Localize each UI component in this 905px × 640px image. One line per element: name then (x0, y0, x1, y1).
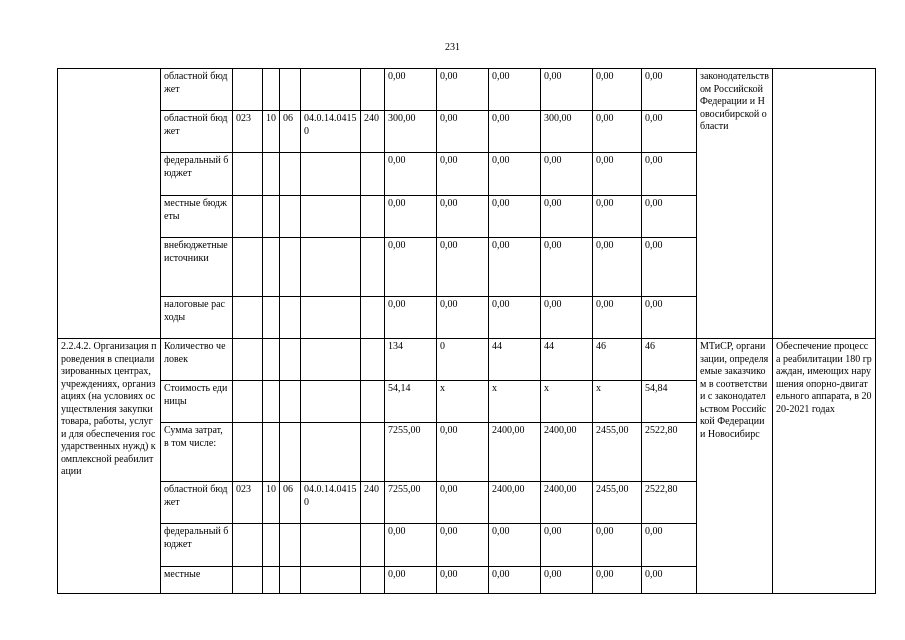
value-cell: 0,00 (593, 111, 642, 153)
value-cell: x (437, 381, 489, 423)
code-cell: 023 (233, 111, 263, 153)
value-cell: 0,00 (489, 567, 541, 594)
value-cell: 0,00 (541, 238, 593, 297)
value-cell: 2400,00 (541, 423, 593, 482)
code-cell: 04.0.14.04150 (301, 111, 361, 153)
source-cell: федеральный бюджет (161, 524, 233, 567)
value-cell: 0,00 (437, 567, 489, 594)
code-cell (361, 153, 385, 196)
value-cell: 300,00 (385, 111, 437, 153)
value-cell: 0,00 (437, 524, 489, 567)
code-cell (263, 423, 280, 482)
code-cell (301, 381, 361, 423)
code-cell (280, 567, 301, 594)
value-cell: 0,00 (642, 297, 697, 339)
code-cell (361, 423, 385, 482)
code-cell: 10 (263, 111, 280, 153)
value-cell: 0,00 (437, 69, 489, 111)
code-cell (301, 69, 361, 111)
code-cell (361, 238, 385, 297)
value-cell: 0,00 (593, 69, 642, 111)
value-cell: 0,00 (541, 297, 593, 339)
code-cell (263, 297, 280, 339)
code-cell (263, 196, 280, 238)
code-cell (301, 297, 361, 339)
code-cell (280, 69, 301, 111)
source-cell: Количество человек (161, 339, 233, 381)
value-cell: 134 (385, 339, 437, 381)
value-cell: 0,00 (593, 153, 642, 196)
value-cell: x (593, 381, 642, 423)
executor-cell: законодательством Российской Федерации и Новосибирской области (697, 69, 773, 339)
value-cell: 0,00 (642, 238, 697, 297)
source-cell: Стоимость единицы (161, 381, 233, 423)
value-cell: x (541, 381, 593, 423)
value-cell: 2522,80 (642, 423, 697, 482)
code-cell (233, 423, 263, 482)
result-cell (773, 69, 876, 339)
code-cell (280, 423, 301, 482)
value-cell: 0,00 (541, 196, 593, 238)
value-cell: 0,00 (489, 153, 541, 196)
code-cell (301, 153, 361, 196)
code-cell (263, 381, 280, 423)
value-cell: 2522,80 (642, 482, 697, 524)
value-cell: 44 (489, 339, 541, 381)
code-cell (263, 153, 280, 196)
code-cell (233, 567, 263, 594)
value-cell: 0,00 (489, 111, 541, 153)
source-cell: внебюджетные источники (161, 238, 233, 297)
code-cell (361, 297, 385, 339)
value-cell: 0,00 (489, 297, 541, 339)
measure-cell (58, 69, 161, 339)
code-cell: 10 (263, 482, 280, 524)
result-cell: Обеспечение процесса реабилитации 180 граждан, имеющих нарушения опорно-двигательного аппарата, в 2020-2021 годах (773, 339, 876, 594)
value-cell: 0,00 (385, 196, 437, 238)
code-cell: 240 (361, 482, 385, 524)
value-cell: 0,00 (642, 567, 697, 594)
code-cell (263, 69, 280, 111)
code-cell (301, 524, 361, 567)
source-cell: областной бюджет (161, 69, 233, 111)
value-cell: 0,00 (541, 69, 593, 111)
value-cell: 2455,00 (593, 423, 642, 482)
value-cell: 0 (437, 339, 489, 381)
value-cell: 2400,00 (541, 482, 593, 524)
source-cell: областной бюджет (161, 482, 233, 524)
value-cell: 0,00 (541, 567, 593, 594)
table-row (58, 69, 876, 111)
value-cell: 0,00 (642, 196, 697, 238)
code-cell (233, 196, 263, 238)
code-cell (233, 339, 263, 381)
value-cell: 0,00 (489, 524, 541, 567)
value-cell: 0,00 (489, 196, 541, 238)
budget-table (57, 68, 876, 594)
code-cell (233, 297, 263, 339)
measure-cell: 2.2.4.2. Организация проведения в специализированных центрах, учреждениях, организациях (на условиях осуществления закупки товара, работы, услуги для обеспечения государственных нужд) комплексной реабилитации (58, 339, 161, 594)
code-cell (361, 567, 385, 594)
value-cell: 54,14 (385, 381, 437, 423)
value-cell: 2400,00 (489, 423, 541, 482)
code-cell (233, 153, 263, 196)
value-cell: 0,00 (437, 153, 489, 196)
code-cell: 023 (233, 482, 263, 524)
value-cell: 0,00 (385, 153, 437, 196)
code-cell (280, 381, 301, 423)
code-cell (233, 524, 263, 567)
value-cell: 0,00 (437, 196, 489, 238)
value-cell: 0,00 (437, 482, 489, 524)
value-cell: 0,00 (385, 69, 437, 111)
value-cell: 0,00 (642, 69, 697, 111)
code-cell (361, 339, 385, 381)
value-cell: 0,00 (541, 524, 593, 567)
value-cell: 0,00 (593, 238, 642, 297)
code-cell (301, 423, 361, 482)
code-cell (361, 524, 385, 567)
source-cell: налоговые расходы (161, 297, 233, 339)
source-cell: местные (161, 567, 233, 594)
value-cell: 44 (541, 339, 593, 381)
value-cell: 7255,00 (385, 482, 437, 524)
code-cell (263, 524, 280, 567)
value-cell: 0,00 (489, 238, 541, 297)
code-cell (361, 381, 385, 423)
code-cell (361, 69, 385, 111)
value-cell: 0,00 (437, 423, 489, 482)
value-cell: x (489, 381, 541, 423)
value-cell: 0,00 (437, 297, 489, 339)
value-cell: 0,00 (437, 111, 489, 153)
code-cell (280, 238, 301, 297)
code-cell (280, 524, 301, 567)
page-number: 231 (445, 42, 460, 53)
value-cell: 0,00 (385, 297, 437, 339)
value-cell: 300,00 (541, 111, 593, 153)
table-body (58, 69, 876, 594)
code-cell (301, 567, 361, 594)
code-cell (233, 238, 263, 297)
code-cell: 04.0.14.04150 (301, 482, 361, 524)
value-cell: 0,00 (385, 567, 437, 594)
value-cell: 0,00 (642, 111, 697, 153)
value-cell: 0,00 (593, 297, 642, 339)
value-cell: 0,00 (593, 196, 642, 238)
table-row (58, 339, 876, 381)
source-cell: местные бюджеты (161, 196, 233, 238)
code-cell (301, 339, 361, 381)
source-cell: Сумма затрат, в том числе: (161, 423, 233, 482)
value-cell: 46 (642, 339, 697, 381)
code-cell (361, 196, 385, 238)
value-cell: 0,00 (385, 238, 437, 297)
code-cell (263, 567, 280, 594)
code-cell (280, 196, 301, 238)
value-cell: 0,00 (642, 153, 697, 196)
code-cell (301, 238, 361, 297)
value-cell: 0,00 (385, 524, 437, 567)
code-cell (263, 339, 280, 381)
code-cell (301, 196, 361, 238)
value-cell: 2400,00 (489, 482, 541, 524)
code-cell (233, 381, 263, 423)
value-cell: 0,00 (541, 153, 593, 196)
value-cell: 46 (593, 339, 642, 381)
code-cell (280, 297, 301, 339)
value-cell: 54,84 (642, 381, 697, 423)
value-cell: 0,00 (593, 567, 642, 594)
code-cell (280, 339, 301, 381)
source-cell: федеральный бюджет (161, 153, 233, 196)
executor-cell: МТиСР, организации, определяемые заказчиком в соответствии с законодательством Российской Федерации и Новосибирс (697, 339, 773, 594)
code-cell (263, 238, 280, 297)
code-cell (233, 69, 263, 111)
code-cell: 06 (280, 482, 301, 524)
code-cell: 06 (280, 111, 301, 153)
value-cell: 7255,00 (385, 423, 437, 482)
code-cell (280, 153, 301, 196)
value-cell: 0,00 (437, 238, 489, 297)
code-cell: 240 (361, 111, 385, 153)
source-cell: областной бюджет (161, 111, 233, 153)
value-cell: 0,00 (593, 524, 642, 567)
value-cell: 0,00 (642, 524, 697, 567)
value-cell: 2455,00 (593, 482, 642, 524)
value-cell: 0,00 (489, 69, 541, 111)
